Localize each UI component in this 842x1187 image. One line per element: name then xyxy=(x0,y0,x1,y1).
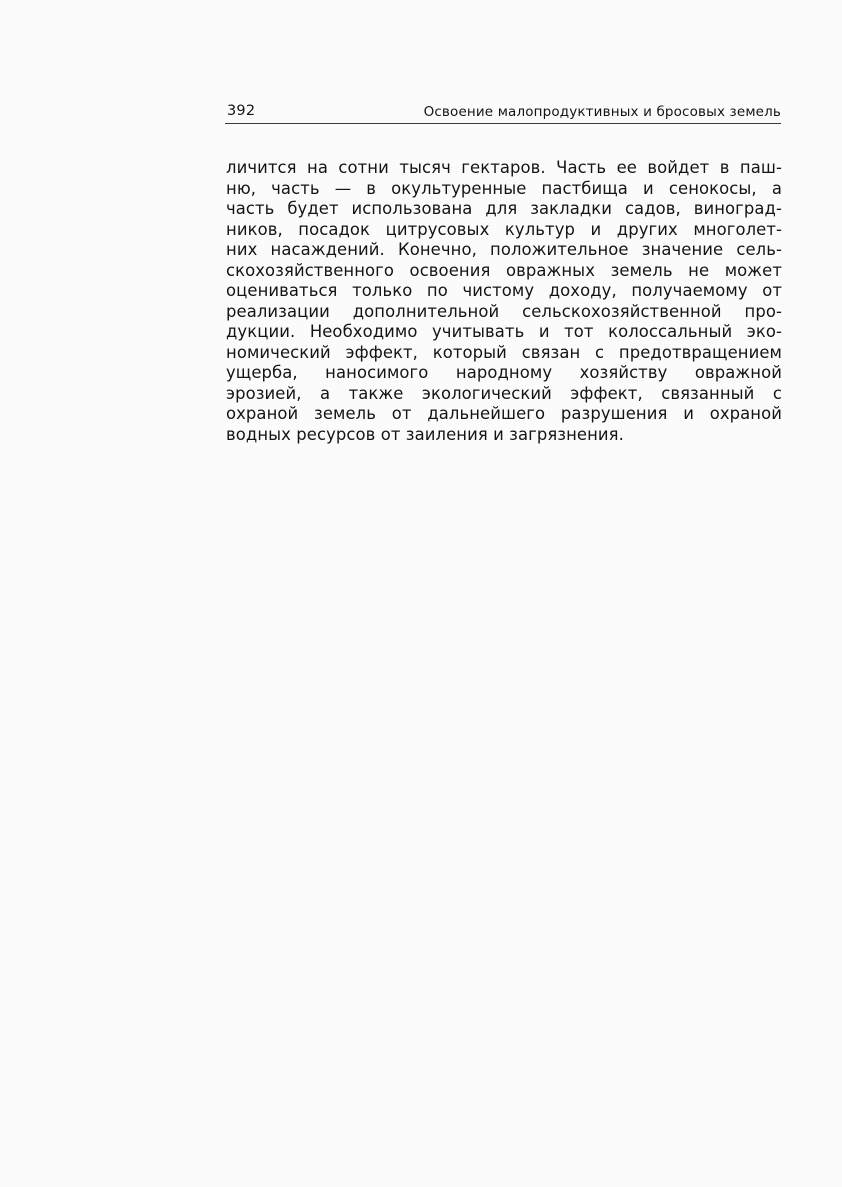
text-line: ущерба, наносимого народному хозяйству овражной xyxy=(226,363,782,382)
text-line: оцениваться только по чистому доходу, получаемому от xyxy=(226,281,782,300)
body-paragraph xyxy=(226,158,782,445)
page-number: 392 xyxy=(227,103,256,119)
text-line: номический эффект, который связан с предотвращением xyxy=(226,342,782,362)
text-line: водных ресурсов от заиления и загрязнения. xyxy=(226,424,624,444)
text-line: личится на сотни тысяч гектаров. Часть ее войдет в паш- xyxy=(226,158,782,177)
text-line: эрозией, а также экологический эффект, связанный с xyxy=(226,383,782,403)
text-line: дукции. Необходимо учитывать и тот колоссальный эко- xyxy=(226,322,782,341)
text-line: ню, часть — в окультуренные пастбища и сенокосы, а xyxy=(226,178,782,198)
text-line: реализации дополнительной сельскохозяйственной про- xyxy=(226,301,782,321)
text-line: охраной земель от дальнейшего разрушения и охраной xyxy=(226,404,782,423)
page-header xyxy=(225,101,781,124)
text-line: ников, посадок цитрусовых культур и других многолет- xyxy=(226,219,782,239)
text-line: них насаждений. Конечно, положительное значение сель- xyxy=(226,240,782,259)
running-title: Освоение малопродуктивных и бросовых земель xyxy=(423,104,781,120)
text-line: скохозяйственного освоения овражных земель не может xyxy=(226,260,782,280)
text-line: часть будет использована для закладки садов, виноград- xyxy=(226,199,782,218)
